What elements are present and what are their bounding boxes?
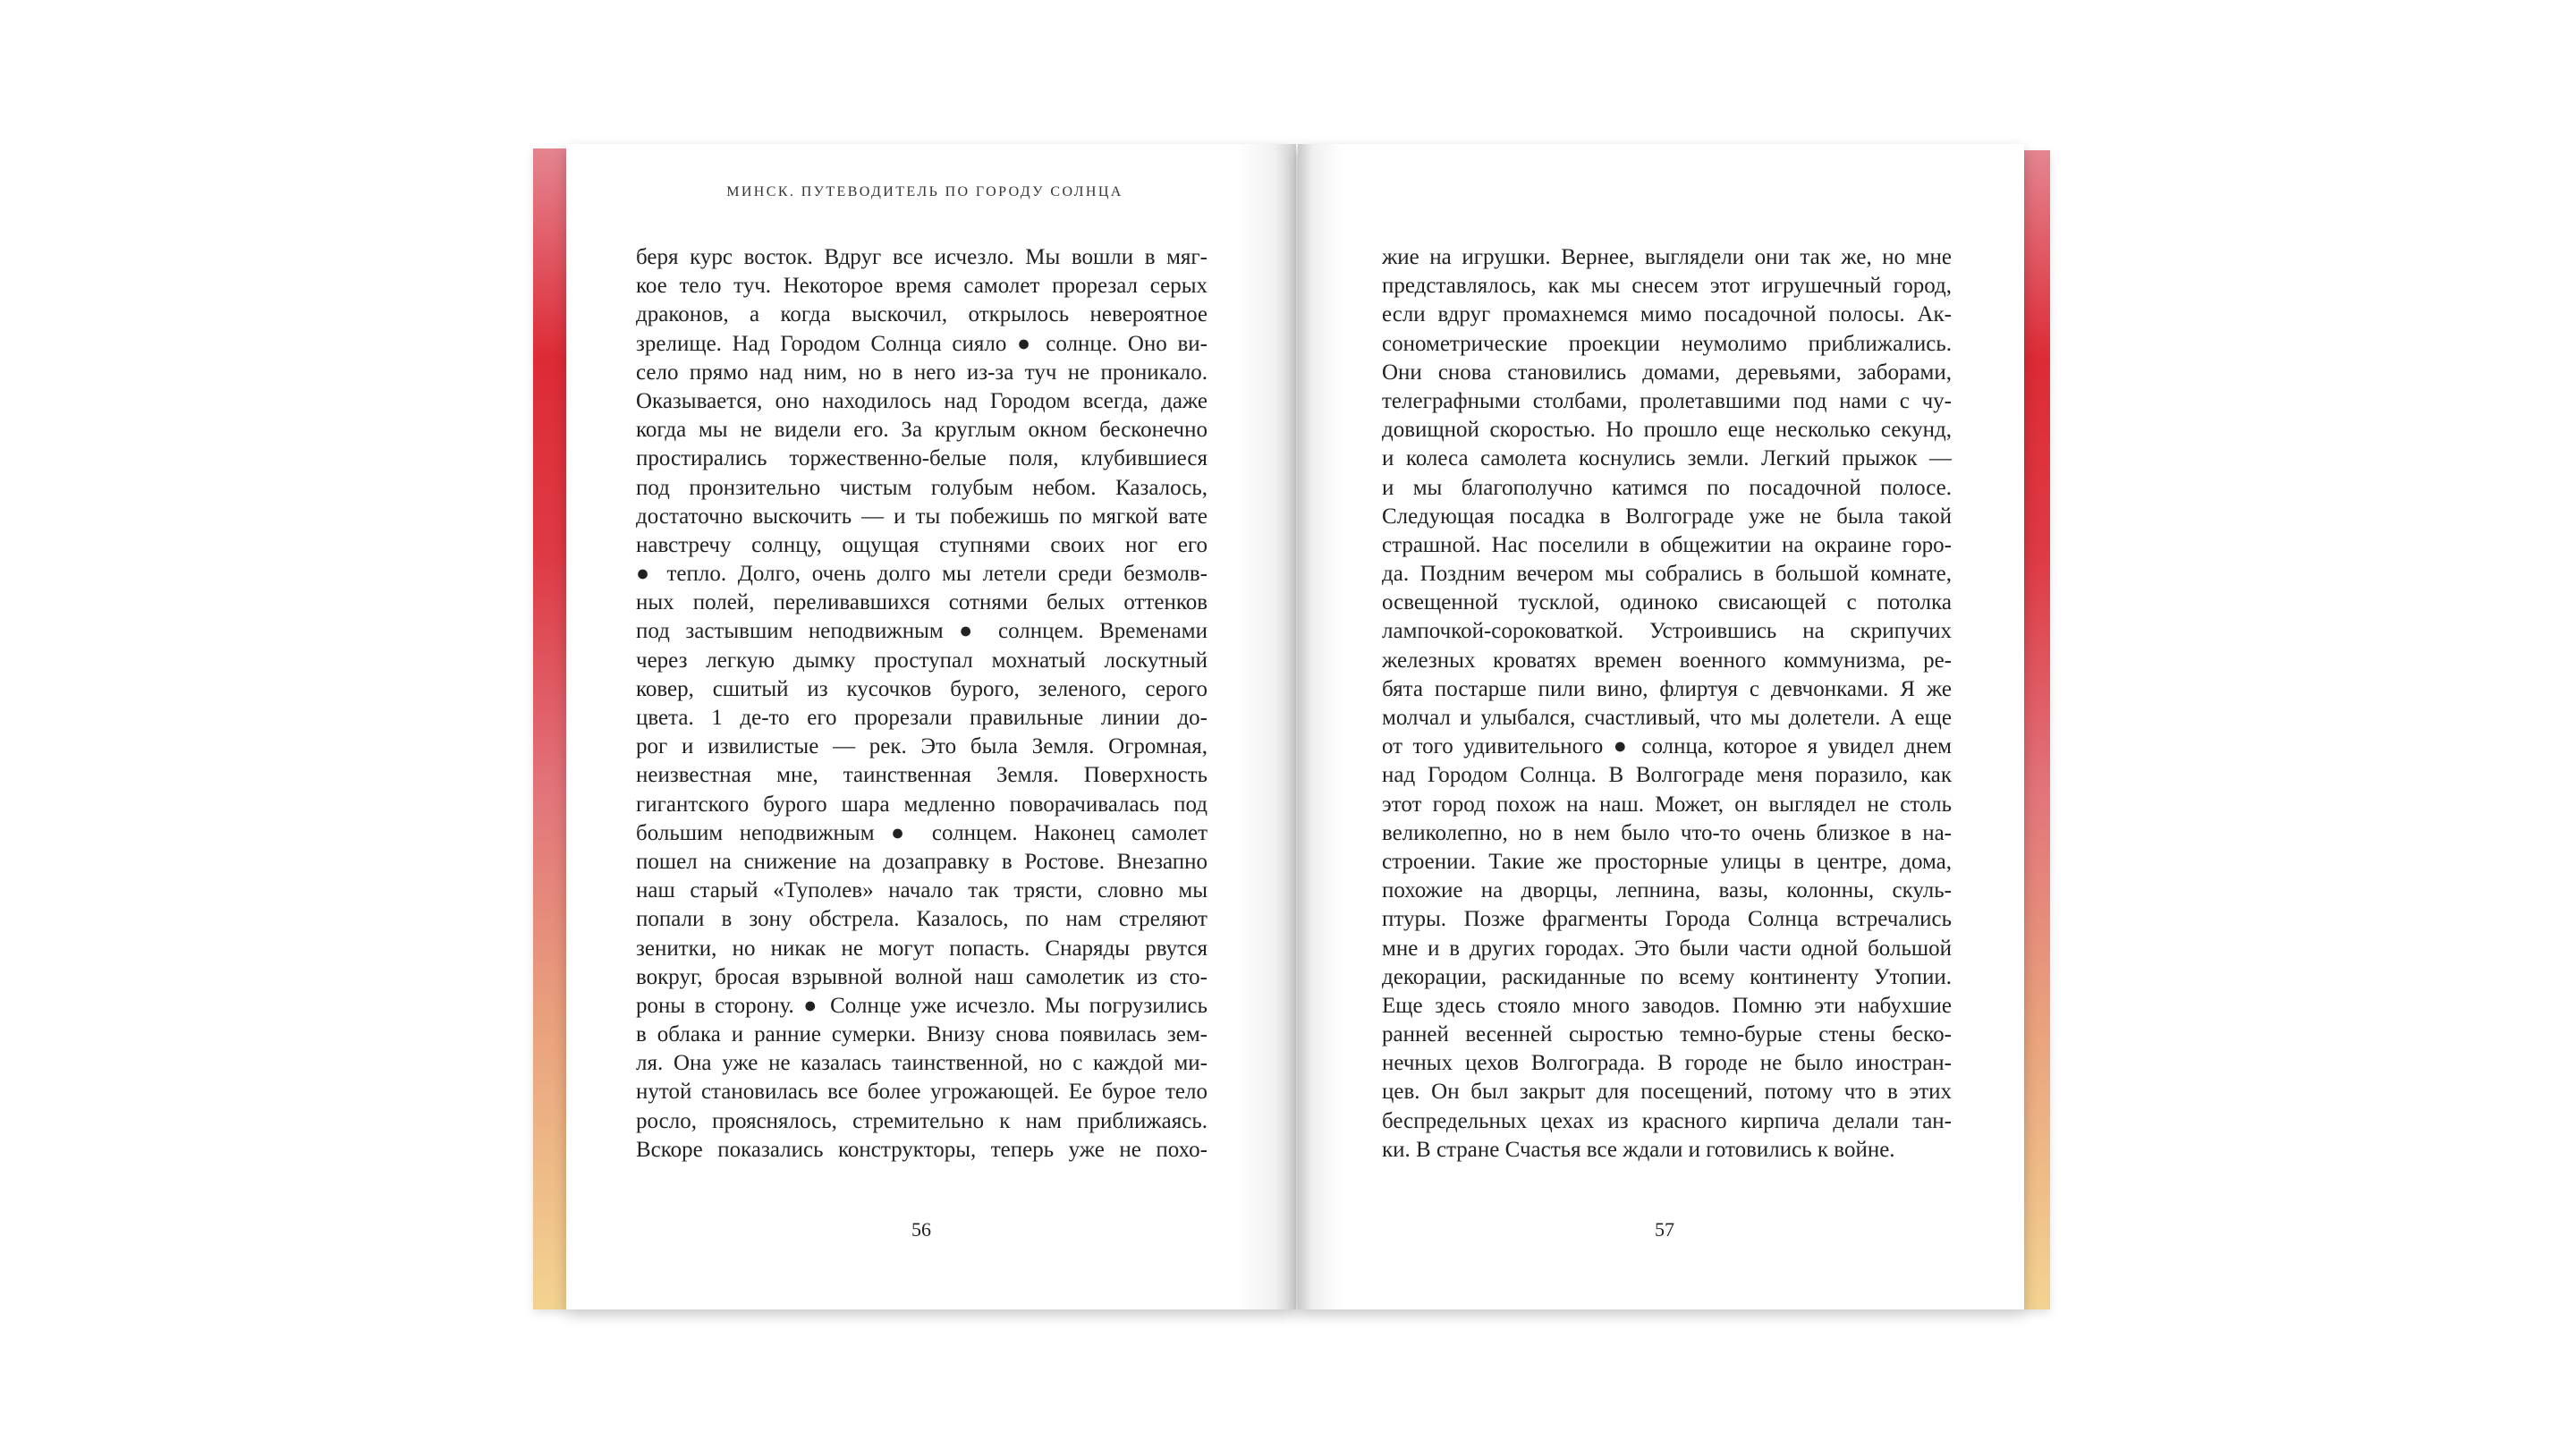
text-line: бята постарше пили вино, флиртуя с девчонками. Я же: [1382, 676, 1952, 701]
text-line: освещенной тусклой, одиноко свисающей с потолка: [1382, 590, 1952, 615]
text-line: лампочкой-сороковаткой. Устроившись на скрипучих: [1382, 619, 1952, 644]
text-line: неизвестная мне, таинственная Земля. Поверхность: [636, 763, 1208, 788]
text-line: Оказывается, оно находилось над Городом всегда, даже: [636, 388, 1208, 413]
text-line: железных кроватях времен военного коммунизма, ре-: [1382, 648, 1952, 673]
text-line: декорации, раскиданные по всему континенту Утопии.: [1382, 964, 1952, 989]
text-line: попали в зону обстрела. Казалось, по нам стреляют: [636, 907, 1208, 932]
text-line: простирались торжественно-белые поля, клубившиеся: [636, 446, 1208, 471]
text-line: сонометрические проекции неумолимо приближались.: [1382, 331, 1952, 356]
text-line: нечных цехов Волгограда. В городе не было иностран-: [1382, 1051, 1952, 1076]
text-line: строении. Такие же просторные улицы в центре, дома,: [1382, 849, 1952, 874]
text-line: в облака и ранние сумерки. Внизу снова появилась зем-: [636, 1022, 1208, 1047]
text-line: Вскоре показались конструкторы, теперь уже не похо-: [636, 1137, 1208, 1162]
text-line: этот город похож на наш. Может, он выглядел не столь: [1382, 792, 1952, 817]
left-page-text: [636, 243, 1208, 1165]
text-line: достаточно выскочить — и ты побежишь по мягкой вате: [636, 504, 1208, 529]
text-line: Следующая посадка в Волгограде уже не была такой: [1382, 504, 1952, 529]
text-line: беря курс восток. Вдруг все исчезло. Мы вошли в мяг-: [636, 245, 1208, 269]
text-line: Еще здесь стояло много заводов. Помню эти набухшие: [1382, 993, 1952, 1018]
text-line: цев. Он был закрыт для посещений, потому что в этих: [1382, 1080, 1952, 1105]
text-line: рог и извилистые — рек. Это была Земля. Огромная,: [636, 734, 1208, 759]
text-line: под застывшим неподвижным ● солнцем. Временами: [636, 619, 1208, 644]
text-line: кое тело туч. Некоторое время самолет прорезал серых: [636, 274, 1208, 299]
text-line: зрелище. Над Городом Солнца сияло ● солнце. Оно ви-: [636, 331, 1208, 356]
text-line: страшной. Нас поселили в общежитии на окраине горо-: [1382, 532, 1952, 557]
text-line: когда мы не видели его. За круглым окном бесконечно: [636, 418, 1208, 443]
text-line: вокруг, бросая взрывной волной наш самолетик из сто-: [636, 964, 1208, 989]
text-line: жие на игрушки. Вернее, выглядели они так же, но мне: [1382, 245, 1952, 269]
text-line: и колеса самолета коснулись земли. Легкий прыжок —: [1382, 446, 1952, 471]
book-cover-edge-right: [2023, 150, 2050, 1309]
text-line: ранней весенней сыростью темно-бурые стены беско-: [1382, 1022, 1952, 1047]
text-line: беспредельных цехах из красного кирпича делали тан-: [1382, 1108, 1952, 1133]
text-line: представлялось, как мы снесем этот игрушечный город,: [1382, 274, 1952, 299]
text-line: росло, прояснялось, стремительно к нам приближаясь.: [636, 1108, 1208, 1133]
text-line: Они снова становились домами, деревьями, заборами,: [1382, 360, 1952, 385]
text-line: над Городом Солнца. В Волгограде меня поразило, как: [1382, 763, 1952, 788]
text-line: через легкую дымку проступал мохнатый лоскутный: [636, 648, 1208, 673]
text-line: и мы благополучно катимся по посадочной полосе.: [1382, 475, 1952, 500]
text-line: село прямо над ним, но в него из-за туч не проникало.: [636, 360, 1208, 385]
text-line: если вдруг промахнемся мимо посадочной полосы. Ак-: [1382, 302, 1952, 327]
text-line: под пронзительно чистым голубым небом. Казалось,: [636, 475, 1208, 500]
text-line: зенитки, но никак не могут попасть. Снаряды рвутся: [636, 936, 1208, 961]
text-line: роны в сторону. ● Солнце уже исчезло. Мы погрузились: [636, 993, 1208, 1018]
text-line: от того удивительного ● солнца, которое я увидел днем: [1382, 734, 1952, 759]
running-head: МИНСК. ПУТЕВОДИТЕЛЬ ПО ГОРОДУ СОЛНЦА: [726, 184, 1123, 199]
text-line: ки. В стране Счастья все ждали и готовились к войне.: [1382, 1137, 1895, 1162]
text-line: да. Поздним вечером мы собрались в большой комнате,: [1382, 562, 1952, 587]
text-line: наш старый «Туполев» начало так трясти, словно мы: [636, 878, 1208, 903]
text-line: молчал и улыбался, счастливый, что мы долетели. А еще: [1382, 706, 1952, 730]
text-line: телеграфными столбами, пролетавшими под нами с чу-: [1382, 388, 1952, 413]
text-line: ных полей, переливавшихся сотнями белых оттенков: [636, 590, 1208, 615]
text-line: ● тепло. Долго, очень долго мы летели среди безмолв-: [636, 562, 1208, 587]
text-line: большим неподвижным ● солнцем. Наконец самолет: [636, 820, 1208, 845]
text-line: мне и в других городах. Это были части одной большой: [1382, 936, 1952, 961]
book-cover-edge-left: [533, 148, 566, 1309]
text-line: гигантского бурого шара медленно поворачивалась под: [636, 792, 1208, 817]
text-line: ля. Она уже не казалась таинственной, но с каждой ми-: [636, 1051, 1208, 1076]
text-line: ковер, сшитый из кусочков бурого, зеленого, серого: [636, 676, 1208, 701]
text-line: довищной скоростью. Но прошло еще несколько секунд,: [1382, 418, 1952, 443]
text-line: похожие на дворцы, лепнина, вазы, колонны, скуль-: [1382, 878, 1952, 903]
page-number-right: 57: [1655, 1218, 1674, 1241]
text-line: пошел на снижение на дозаправку в Ростове. Внезапно: [636, 849, 1208, 874]
page-number-left: 56: [911, 1218, 931, 1241]
text-line: великолепно, но в нем было что-то очень близкое в на-: [1382, 820, 1952, 845]
text-line: нутой становилась все более угрожающей. Ее бурое тело: [636, 1080, 1208, 1105]
text-line: цвета. 1 де-то его прорезали правильные линии до-: [636, 706, 1208, 730]
text-line: навстречу солнцу, ощущая ступнями своих ног его: [636, 532, 1208, 557]
text-line: птуры. Позже фрагменты Города Солнца встречались: [1382, 907, 1952, 932]
right-page-text: [1382, 243, 1952, 1165]
text-line: драконов, а когда выскочил, открылось невероятное: [636, 302, 1208, 327]
